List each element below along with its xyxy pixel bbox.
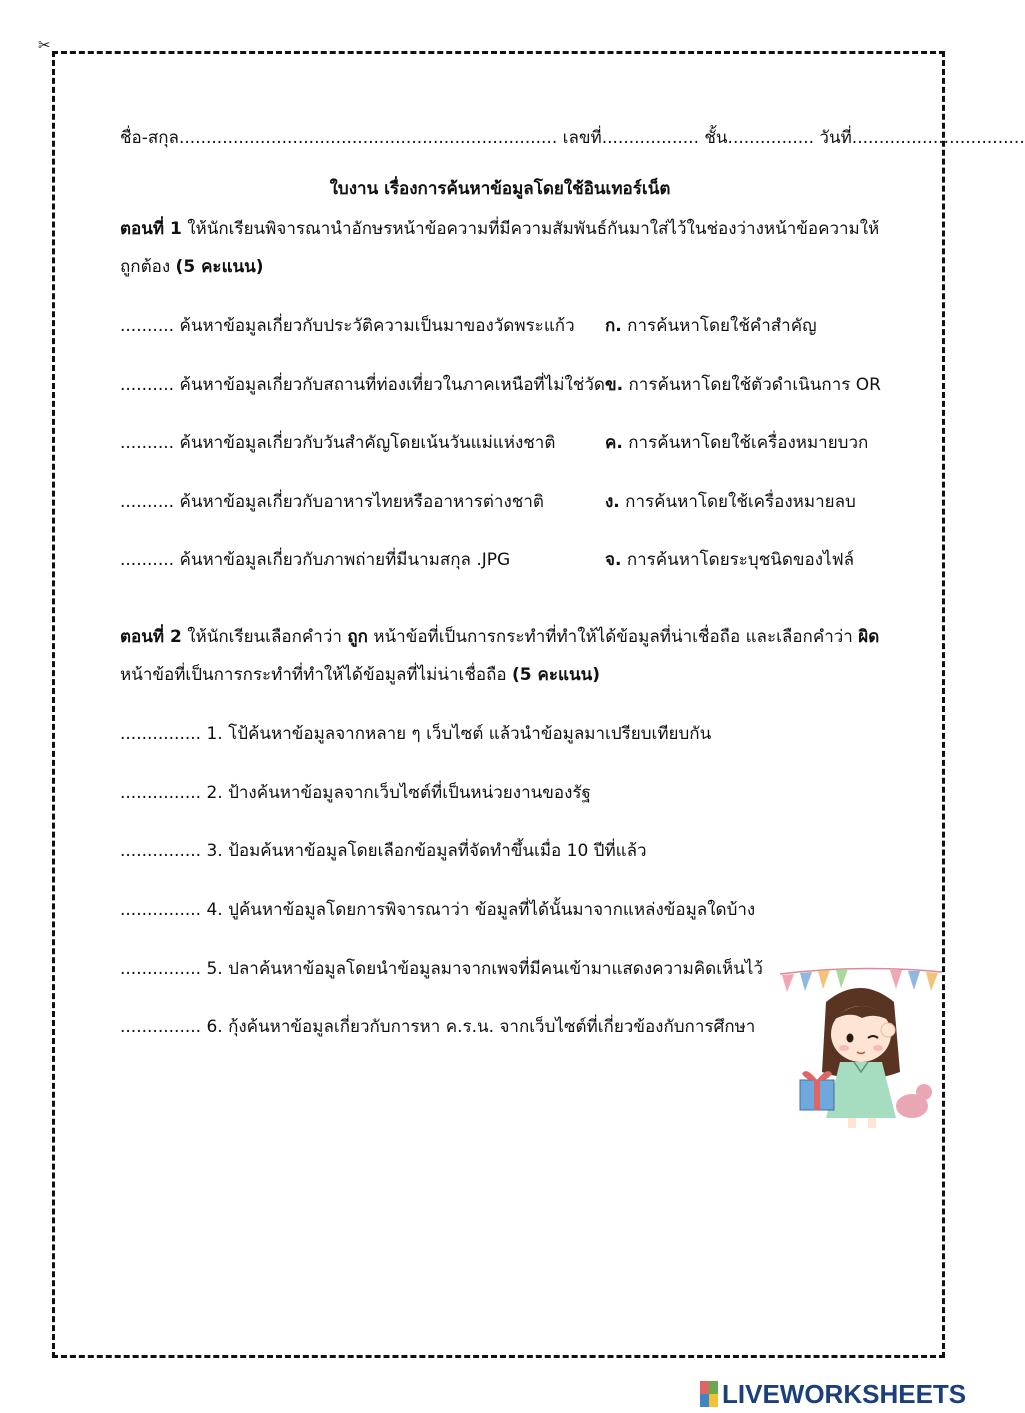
item-text: 4. ปูค้นหาข้อมูลโดยการพิจารณาว่า ข้อมูลที่ได้นั้นมาจากแหล่งข้อมูลใดบ้าง (206, 900, 756, 920)
answer-blank[interactable]: ............... (120, 841, 202, 861)
answer-blank[interactable]: .......... (120, 316, 175, 336)
item-text: 3. ป้อมค้นหาข้อมูลโดยเลือกข้อมูลที่จัดทำขึ้นเมื่อ 10 ปีที่แล้ว (206, 841, 647, 861)
item-text: 1. โป้ค้นหาข้อมูลจากหลาย ๆ เว็บไซต์ แล้วนำข้อมูลมาเปรียบเทียบกัน (206, 724, 712, 744)
option-letter: ก. (605, 316, 622, 336)
part1-item (120, 490, 544, 514)
part2-item (120, 898, 755, 922)
option-letter: ข. (605, 375, 624, 395)
option-text: การค้นหาโดยใช้คำสำคัญ (621, 316, 817, 336)
liveworksheets-mark-icon (700, 1381, 718, 1407)
option-text: การค้นหาโดยระบุชนิดของไฟล์ (621, 550, 855, 570)
part2-item (120, 1015, 755, 1039)
part2-item (120, 839, 647, 863)
item-text: 6. กุ้งค้นหาข้อมูลเกี่ยวกับการหา ค.ร.น. จากเว็บไซต์ที่เกี่ยวข้องกับการศึกษา (206, 1017, 756, 1037)
liveworksheets-logo[interactable] (700, 1380, 966, 1408)
answer-blank[interactable]: .......... (120, 375, 175, 395)
part2-item (120, 722, 711, 746)
answer-blank[interactable]: ............... (120, 724, 202, 744)
item-text: ค้นหาข้อมูลเกี่ยวกับวันสำคัญโดยเน้นวันแม่แห่งชาติ (179, 433, 556, 453)
part2-instruction-b: หน้าข้อที่เป็นการกระทำที่ทำให้ได้ข้อมูลที่น่าเชื่อถือ และเลือกคำว่า (367, 627, 859, 647)
number-field[interactable]: เลขที่.................. (562, 128, 699, 148)
part1-option (605, 490, 856, 514)
girl-party-illustration (778, 962, 944, 1132)
worksheet-title: ใบงาน เรื่องการค้นหาข้อมูลโดยใช้อินเทอร์เน็ต (329, 179, 671, 199)
answer-blank[interactable]: .......... (120, 550, 175, 570)
part1-option (605, 314, 817, 338)
class-field[interactable]: ชั้น................ (704, 128, 815, 148)
answer-blank[interactable]: .......... (120, 492, 175, 512)
answer-blank[interactable]: .......... (120, 433, 175, 453)
part1-option (605, 431, 868, 455)
part1-score: (5 คะแนน) (175, 257, 264, 277)
part1-option (605, 548, 854, 572)
part1-instruction-cont-text: ถูกต้อง (120, 257, 176, 277)
logo-text: LIVEWORKSHEETS (722, 1378, 967, 1409)
part1-label: ตอนที่ 1 (120, 219, 182, 239)
part2-instruction (120, 625, 879, 649)
part2-item (120, 957, 763, 981)
date-field[interactable]: วันที่................................ (819, 128, 1025, 148)
item-text: 2. ป้างค้นหาข้อมูลจากเว็บไซต์ที่เป็นหน่วยงานของรัฐ (206, 783, 591, 803)
item-text: ค้นหาข้อมูลเกี่ยวกับภาพถ่ายที่มีนามสกุล .JPG (179, 550, 511, 570)
part1-item (120, 431, 555, 455)
name-field[interactable]: ชื่อ-สกุล...................................................................... (120, 128, 558, 148)
option-letter: ง. (605, 492, 620, 512)
item-text: ค้นหาข้อมูลเกี่ยวกับอาหารไทยหรืออาหารต่างชาติ (179, 492, 544, 512)
student-info-line (120, 126, 1025, 150)
item-text: ค้นหาข้อมูลเกี่ยวกับประวัติความเป็นมาของวัดพระแก้ว (179, 316, 575, 336)
option-letter: จ. (605, 550, 622, 570)
option-text: การค้นหาโดยใช้ตัวดำเนินการ OR (623, 375, 881, 395)
option-letter: ค. (605, 433, 623, 453)
part2-instruction-a: ให้นักเรียนเลือกคำว่า (181, 627, 348, 647)
scissors-icon: ✂ (38, 36, 51, 54)
part2-item (120, 781, 591, 805)
part2-instruction-cont-text: หน้าข้อที่เป็นการกระทำที่ทำให้ได้ข้อมูลที่ไม่น่าเชื่อถือ (120, 665, 513, 685)
item-text: ค้นหาข้อมูลเกี่ยวกับสถานที่ท่องเที่ยวในภาคเหนือที่ไม่ใช่วัด (179, 375, 605, 395)
part1-item (120, 314, 575, 338)
part1-item (120, 548, 510, 572)
part2-label: ตอนที่ 2 (120, 627, 182, 647)
dashed-cut-border (52, 51, 945, 1358)
answer-blank[interactable]: ............... (120, 1017, 202, 1037)
part2-instruction-cont (120, 663, 600, 687)
part1-instruction (120, 217, 879, 241)
answer-blank[interactable]: ............... (120, 959, 202, 979)
part1-instruction-cont (120, 255, 264, 279)
part1-instruction-text: ให้นักเรียนพิจารณานำอักษรหน้าข้อความที่มีความสัมพันธ์กันมาใส่ไว้ในช่องว่างหน้าข้อความให้ (181, 219, 880, 239)
option-text: การค้นหาโดยใช้เครื่องหมายลบ (619, 492, 856, 512)
option-text: การค้นหาโดยใช้เครื่องหมายบวก (622, 433, 869, 453)
part1-option (605, 373, 881, 397)
part2-score: (5 คะแนน) (512, 665, 601, 685)
false-word: ผิด (858, 627, 880, 647)
item-text: 5. ปลาค้นหาข้อมูลโดยนำข้อมูลมาจากเพจที่มีคนเข้ามาแสดงความคิดเห็นไว้ (206, 959, 763, 979)
part1-item (120, 373, 605, 397)
true-word: ถูก (347, 627, 368, 647)
answer-blank[interactable]: ............... (120, 783, 202, 803)
answer-blank[interactable]: ............... (120, 900, 202, 920)
